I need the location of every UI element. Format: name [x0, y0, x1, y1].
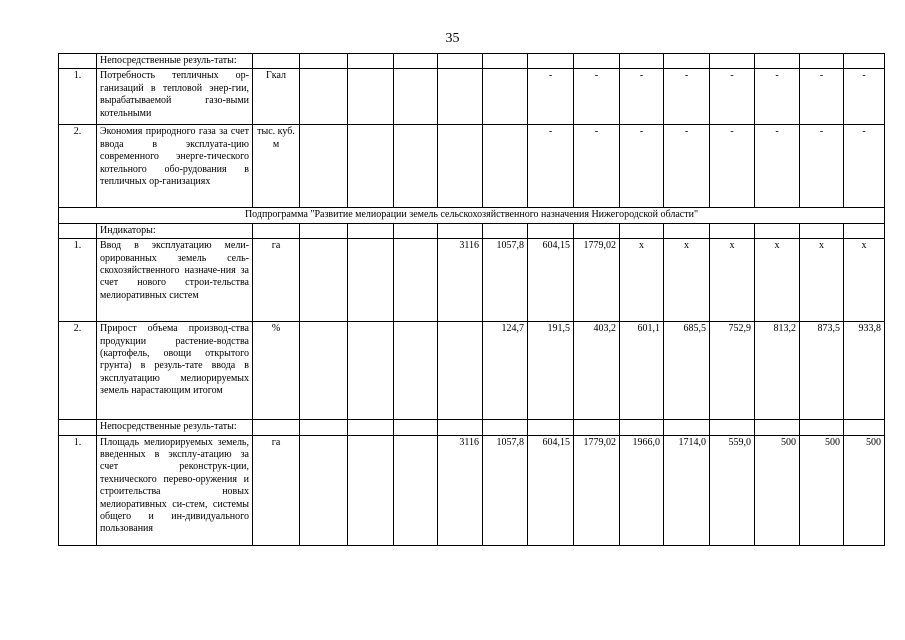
cell-empty	[253, 420, 300, 435]
cell-value	[300, 239, 348, 322]
cell-num	[59, 54, 97, 69]
cell-empty	[620, 420, 664, 435]
cell-value: 403,2	[574, 322, 620, 420]
cell-empty	[800, 223, 844, 238]
cell-value	[300, 322, 348, 420]
cell-value: 601,1	[620, 322, 664, 420]
cell-value: 124,7	[483, 322, 528, 420]
cell-value: -	[755, 69, 800, 125]
cell-value: х	[664, 239, 710, 322]
cell-value: -	[528, 69, 574, 125]
cell-unit: га	[253, 435, 300, 545]
cell-value: 933,8	[844, 322, 885, 420]
table-row-section	[59, 208, 885, 223]
cell-num: 1.	[59, 239, 97, 322]
cell-value	[394, 322, 438, 420]
cell-unit: Гкал	[253, 69, 300, 125]
cell-value: 1714,0	[664, 435, 710, 545]
row-heading: Непосредственные резуль-таты:	[97, 420, 253, 435]
cell-empty	[574, 223, 620, 238]
cell-value: -	[800, 69, 844, 125]
cell-empty	[528, 223, 574, 238]
cell-name: Экономия природного газа за счет ввода в эксплуата-цию современного энерге-тического котельного обо-рудования в тепличных ор-ганизациях	[97, 125, 253, 208]
cell-value: 559,0	[710, 435, 755, 545]
cell-value: х	[755, 239, 800, 322]
cell-value: 752,9	[710, 322, 755, 420]
cell-value: 1057,8	[483, 239, 528, 322]
cell-value	[348, 322, 394, 420]
cell-value: -	[800, 125, 844, 208]
cell-value	[394, 125, 438, 208]
cell-num: 1.	[59, 69, 97, 125]
cell-unit: %	[253, 322, 300, 420]
cell-empty	[664, 223, 710, 238]
table-row	[59, 435, 885, 545]
cell-name: Площадь мелиорируемых земель, введенных в эксплу-атацию за счет реконструк-ции, технического перево-оружения и строительства новых мелиоративных си-стем, системы общего и ин-дивидуального пользования	[97, 435, 253, 545]
cell-empty	[755, 420, 800, 435]
cell-value	[483, 125, 528, 208]
cell-empty	[438, 223, 483, 238]
cell-value: -	[755, 125, 800, 208]
cell-value	[348, 239, 394, 322]
cell-value	[394, 239, 438, 322]
table-row	[59, 239, 885, 322]
cell-value: -	[844, 125, 885, 208]
cell-value: 191,5	[528, 322, 574, 420]
cell-value: -	[574, 125, 620, 208]
cell-empty	[844, 223, 885, 238]
cell-value: 685,5	[664, 322, 710, 420]
cell-value	[394, 435, 438, 545]
cell-num	[59, 420, 97, 435]
cell-num: 2.	[59, 125, 97, 208]
cell-name: Прирост объема производ-ства продукции растение-водства (картофель, овощи открытого грунта) в резуль-тате ввода в эксплуатацию мелиорируемых земель нарастающим итогом	[97, 322, 253, 420]
cell-empty	[438, 420, 483, 435]
cell-value	[438, 69, 483, 125]
cell-value: 500	[844, 435, 885, 545]
cell-name: Потребность тепличных ор-ганизаций в тепловой энер-гии, вырабатываемой газо-выми котельными	[97, 69, 253, 125]
cell-empty	[300, 420, 348, 435]
cell-empty	[844, 420, 885, 435]
page-number: 35	[445, 31, 460, 46]
cell-value: 604,15	[528, 239, 574, 322]
cell-value: 3116	[438, 239, 483, 322]
cell-value	[300, 125, 348, 208]
cell-value	[438, 322, 483, 420]
table-row-heading	[59, 223, 885, 238]
cell-unit: тыс. куб. м	[253, 125, 300, 208]
cell-value: 1779,02	[574, 239, 620, 322]
cell-empty	[483, 420, 528, 435]
cell-value: х	[800, 239, 844, 322]
table-row-heading	[59, 54, 885, 69]
cell-value: -	[620, 69, 664, 125]
cell-value: -	[528, 125, 574, 208]
cell-value: х	[620, 239, 664, 322]
cell-num: 1.	[59, 435, 97, 545]
cell-value: 3116	[438, 435, 483, 545]
cell-value	[394, 69, 438, 125]
cell-value: 1779,02	[574, 435, 620, 545]
cell-empty	[483, 223, 528, 238]
cell-unit: га	[253, 239, 300, 322]
table-body	[59, 54, 885, 546]
cell-value: 873,5	[800, 322, 844, 420]
cell-value: 604,15	[528, 435, 574, 545]
cell-value: -	[664, 125, 710, 208]
table-row-heading	[59, 420, 885, 435]
cell-empty	[394, 420, 438, 435]
cell-value	[348, 435, 394, 545]
cell-value: 500	[800, 435, 844, 545]
cell-num: 2.	[59, 322, 97, 420]
cell-empty	[710, 223, 755, 238]
cell-value	[438, 125, 483, 208]
cell-value: -	[710, 69, 755, 125]
cell-value	[483, 69, 528, 125]
cell-value: 1057,8	[483, 435, 528, 545]
cell-value: -	[710, 125, 755, 208]
cell-value: -	[574, 69, 620, 125]
table-row	[59, 322, 885, 420]
cell-empty	[755, 223, 800, 238]
table-row	[59, 69, 885, 125]
cell-empty	[800, 420, 844, 435]
row-heading: Индикаторы:	[97, 223, 253, 238]
section-title: Подпрограмма "Развитие мелиорации земель сельскохозяйственного назначения Нижегородской области"	[59, 208, 885, 223]
cell-value	[348, 125, 394, 208]
table-row	[59, 125, 885, 208]
cell-value: х	[710, 239, 755, 322]
cell-empty	[620, 223, 664, 238]
cell-value: -	[664, 69, 710, 125]
cell-empty	[348, 420, 394, 435]
cell-name: Ввод в эксплуатацию мели-орированных земель сель-скохозяйственного назначе-ния за счет нового строи-тельства мелиоративных систем	[97, 239, 253, 322]
cell-value: 1966,0	[620, 435, 664, 545]
cell-value: 813,2	[755, 322, 800, 420]
cell-empty	[528, 420, 574, 435]
cell-empty	[664, 420, 710, 435]
cell-empty	[574, 420, 620, 435]
cell-num	[59, 223, 97, 238]
indicators-table	[58, 53, 885, 546]
cell-value	[348, 69, 394, 125]
cell-value: -	[844, 69, 885, 125]
cell-value: 500	[755, 435, 800, 545]
cell-value	[300, 435, 348, 545]
cell-empty	[348, 223, 394, 238]
heading-top-results: Непосредственные резуль-таты:	[97, 54, 253, 69]
cell-empty	[300, 223, 348, 238]
cell-value: х	[844, 239, 885, 322]
cell-empty	[710, 420, 755, 435]
cell-value: -	[620, 125, 664, 208]
cell-empty	[253, 223, 300, 238]
cell-value	[300, 69, 348, 125]
cell-empty	[394, 223, 438, 238]
